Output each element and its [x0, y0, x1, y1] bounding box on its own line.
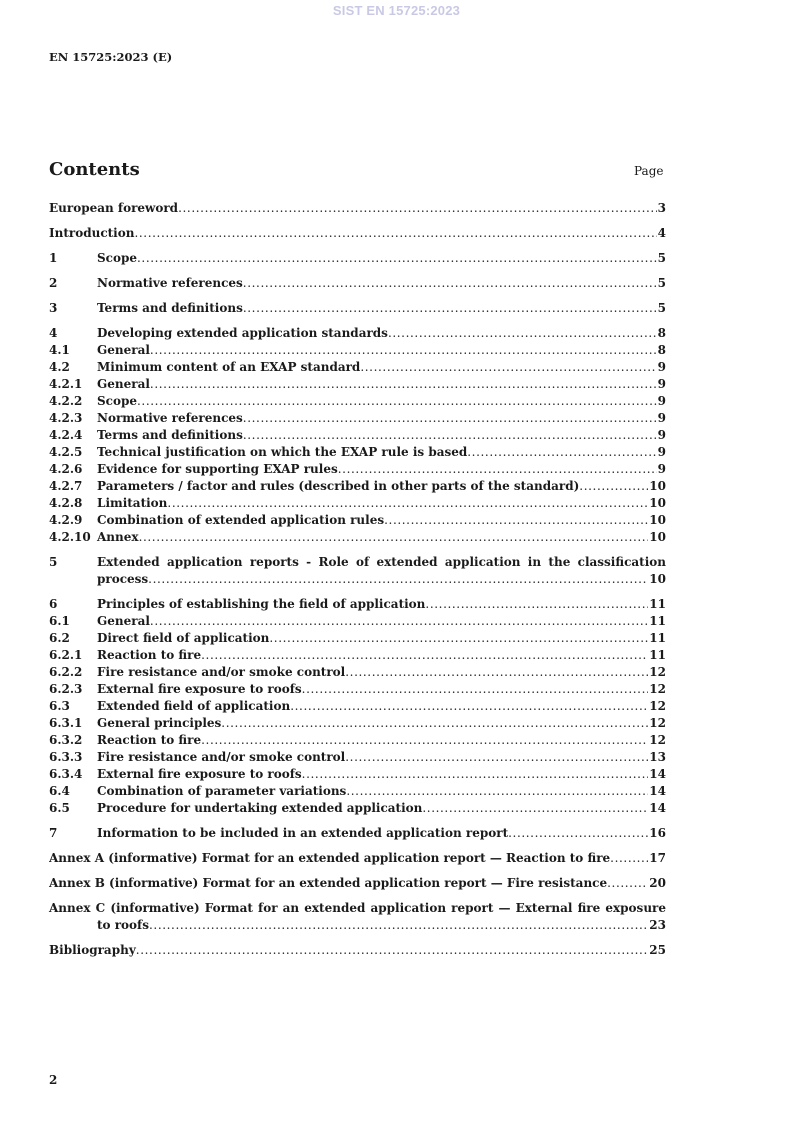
toc-entry-page: 10 — [649, 572, 666, 586]
toc-entry-number: 2 — [49, 276, 58, 290]
toc-entry[interactable] — [49, 200, 666, 217]
toc-entry[interactable] — [49, 359, 666, 376]
toc-entry[interactable] — [49, 275, 666, 292]
toc-entry-title: Introduction ..... — [49, 226, 666, 240]
toc-entry-title: General ..... — [97, 377, 666, 391]
toc-entry[interactable] — [49, 681, 666, 698]
toc-entry[interactable] — [49, 664, 666, 681]
toc-entry-page: 9 — [657, 360, 666, 374]
toc-entry-page: 9 — [657, 411, 666, 425]
toc-entry-title: Normative references ..... — [97, 276, 666, 290]
toc-entry-title: Scope ..... — [97, 394, 666, 408]
toc-entry-title: Fire resistance and/or smoke control ..... — [97, 665, 666, 679]
toc-entry-page: 14 — [649, 784, 666, 798]
toc-entry-title-line1: Extended application reports - Role of extended application in the classification — [97, 555, 666, 569]
toc-entry-page: 25 — [649, 943, 666, 957]
toc-entry-number: 6.3.1 — [49, 716, 83, 730]
toc-entry[interactable] — [49, 444, 666, 461]
toc-entry-page: 5 — [657, 276, 666, 290]
toc-entry[interactable] — [49, 647, 666, 664]
toc-entry-number: 6 — [49, 597, 58, 611]
toc-entry-title: External fire exposure to roofs ..... — [97, 682, 666, 696]
toc-entry[interactable] — [49, 749, 666, 766]
toc-entry[interactable] — [49, 554, 666, 588]
toc-entry[interactable] — [49, 529, 666, 546]
toc-entry-page: 10 — [649, 513, 666, 527]
toc-entry-number: 6.2.1 — [49, 648, 83, 662]
toc-entry-number: 6.5 — [49, 801, 70, 815]
toc-entry[interactable] — [49, 715, 666, 732]
toc-entry-page: 23 — [649, 918, 666, 932]
toc-entry-title: Direct field of application ..... — [97, 631, 666, 645]
toc-entry-title: Evidence for supporting EXAP rules ..... — [97, 462, 666, 476]
table-of-contents — [49, 200, 666, 959]
toc-entry-page: 11 — [649, 648, 666, 662]
toc-entry-number: 5 — [49, 555, 58, 569]
toc-entry-number: 4.2.10 — [49, 530, 91, 544]
toc-entry-title: to roofs ..... — [97, 918, 666, 932]
toc-entry-page: 10 — [649, 530, 666, 544]
toc-entry-page: 10 — [649, 496, 666, 510]
toc-entry[interactable] — [49, 800, 666, 817]
toc-entry[interactable] — [49, 766, 666, 783]
toc-entry-page: 12 — [649, 665, 666, 679]
document-id: EN 15725:2023 (E) — [49, 50, 173, 64]
toc-entry-title: Combination of parameter variations ..... — [97, 784, 666, 798]
toc-entry-page: 12 — [649, 733, 666, 747]
toc-entry[interactable] — [49, 376, 666, 393]
toc-entry[interactable] — [49, 495, 666, 512]
toc-entry-title: process ..... — [97, 572, 666, 586]
toc-entry-number: 4.2.4 — [49, 428, 83, 442]
toc-entry[interactable] — [49, 478, 666, 495]
toc-entry[interactable] — [49, 850, 666, 867]
toc-entry-number: 7 — [49, 826, 58, 840]
toc-entry-page: 9 — [657, 377, 666, 391]
toc-entry-number: 6.4 — [49, 784, 70, 798]
toc-entry[interactable] — [49, 427, 666, 444]
toc-entry-page: 3 — [657, 201, 666, 215]
toc-entry-page: 9 — [657, 428, 666, 442]
toc-entry-number: 4.2.8 — [49, 496, 83, 510]
toc-entry-page: 14 — [649, 767, 666, 781]
toc-entry[interactable] — [49, 900, 666, 934]
toc-entry-title: General principles ..... — [97, 716, 666, 730]
toc-entry-page: 5 — [657, 251, 666, 265]
toc-entry-number: 4.2.1 — [49, 377, 83, 391]
toc-entry-number: 4.2.7 — [49, 479, 83, 493]
toc-entry-number: 6.3 — [49, 699, 70, 713]
toc-entry-page: 12 — [649, 682, 666, 696]
toc-entry-title: Annex ..... — [97, 530, 666, 544]
toc-entry-title: Normative references ..... — [97, 411, 666, 425]
toc-entry-page: 17 — [649, 851, 666, 865]
toc-entry[interactable] — [49, 342, 666, 359]
toc-entry-title: Scope ..... — [97, 251, 666, 265]
toc-entry-number: 6.2.3 — [49, 682, 83, 696]
toc-entry-page: 8 — [657, 343, 666, 357]
toc-entry-title: Terms and definitions ..... — [97, 301, 666, 315]
toc-entry-title: Combination of extended application rules ..... — [97, 513, 666, 527]
toc-entry-number: 6.3.2 — [49, 733, 83, 747]
toc-entry-page: 11 — [649, 631, 666, 645]
toc-entry[interactable] — [49, 325, 666, 342]
toc-entry-page: 9 — [657, 445, 666, 459]
contents-heading: Contents — [49, 159, 140, 180]
toc-entry-page: 4 — [657, 226, 666, 240]
toc-entry-page: 13 — [649, 750, 666, 764]
toc-entry-number: 3 — [49, 301, 58, 315]
toc-entry-number: 6.2.2 — [49, 665, 83, 679]
toc-entry-number: 6.3.4 — [49, 767, 83, 781]
toc-entry-number: 6.3.3 — [49, 750, 83, 764]
toc-entry-title: Terms and definitions ..... — [97, 428, 666, 442]
toc-entry-page: 10 — [649, 479, 666, 493]
toc-entry-title: Information to be included in an extended application report ..... — [97, 826, 666, 840]
toc-entry-title: Extended field of application ..... — [97, 699, 666, 713]
watermark: SIST EN 15725:2023 — [332, 3, 461, 18]
toc-entry-number: 4.2.9 — [49, 513, 83, 527]
toc-entry[interactable] — [49, 596, 666, 613]
toc-entry-page: 11 — [649, 597, 666, 611]
toc-entry-title: Procedure for undertaking extended application ..... — [97, 801, 666, 815]
toc-entry-number: 1 — [49, 251, 58, 265]
toc-entry[interactable] — [49, 613, 666, 630]
toc-entry-page: 5 — [657, 301, 666, 315]
toc-entry-page: 16 — [649, 826, 666, 840]
toc-entry[interactable] — [49, 300, 666, 317]
toc-entry-page: 12 — [649, 716, 666, 730]
toc-entry[interactable] — [49, 630, 666, 647]
toc-entry[interactable] — [49, 783, 666, 800]
toc-entry[interactable] — [49, 225, 666, 242]
toc-entry-page: 9 — [657, 462, 666, 476]
toc-entry[interactable] — [49, 942, 666, 959]
toc-entry-title: Annex A (informative) Format for an extended application report — Reaction to fire ..... — [49, 851, 666, 865]
toc-entry-title: Developing extended application standards ..... — [97, 326, 666, 340]
toc-entry-number: 4.2.2 — [49, 394, 83, 408]
toc-entry-number: 6.2 — [49, 631, 70, 645]
toc-entry-page: 11 — [649, 614, 666, 628]
toc-entry-title: Minimum content of an EXAP standard ..... — [97, 360, 666, 374]
toc-entry-page: 9 — [657, 394, 666, 408]
toc-entry-number: 6.1 — [49, 614, 70, 628]
toc-entry-title: Fire resistance and/or smoke control ..... — [97, 750, 666, 764]
toc-entry[interactable] — [49, 410, 666, 427]
toc-entry-number: 4.2.6 — [49, 462, 83, 476]
toc-entry-title: External fire exposure to roofs ..... — [97, 767, 666, 781]
toc-entry-title: Limitation ..... — [97, 496, 666, 510]
page-column-label: Page — [634, 164, 664, 178]
toc-entry[interactable] — [49, 461, 666, 478]
toc-entry-title: Reaction to fire ..... — [97, 648, 666, 662]
toc-entry[interactable] — [49, 732, 666, 749]
toc-entry[interactable] — [49, 875, 666, 892]
toc-entry-number: 4.2 — [49, 360, 70, 374]
toc-entry-title: Reaction to fire ..... — [97, 733, 666, 747]
toc-entry[interactable] — [49, 512, 666, 529]
toc-entry-page: 12 — [649, 699, 666, 713]
toc-entry[interactable] — [49, 698, 666, 715]
toc-entry-title: Bibliography ..... — [49, 943, 666, 957]
toc-entry-number: 4.2.5 — [49, 445, 83, 459]
toc-entry-title: Technical justification on which the EXAP rule is based ..... — [97, 445, 666, 459]
toc-entry-number: 4 — [49, 326, 58, 340]
toc-entry-title-line1: Annex C (informative) Format for an extended application report — External fire exposure — [49, 901, 666, 915]
toc-entry-page: 14 — [649, 801, 666, 815]
toc-entry-page: 20 — [649, 876, 666, 890]
toc-entry-title: Parameters / factor and rules (described in other parts of the standard) ..... — [97, 479, 666, 493]
toc-entry-title: General ..... — [97, 614, 666, 628]
toc-entry[interactable] — [49, 393, 666, 410]
toc-entry[interactable] — [49, 825, 666, 842]
toc-entry-page: 8 — [657, 326, 666, 340]
toc-entry[interactable] — [49, 250, 666, 267]
toc-entry-title: European foreword ..... — [49, 201, 666, 215]
page-number: 2 — [49, 1073, 58, 1087]
toc-entry-title: Annex B (informative) Format for an extended application report — Fire resistance ..... — [49, 876, 666, 890]
toc-entry-title: General ..... — [97, 343, 666, 357]
toc-entry-number: 4.1 — [49, 343, 70, 357]
toc-entry-number: 4.2.3 — [49, 411, 83, 425]
toc-entry-title: Principles of establishing the field of application ..... — [97, 597, 666, 611]
